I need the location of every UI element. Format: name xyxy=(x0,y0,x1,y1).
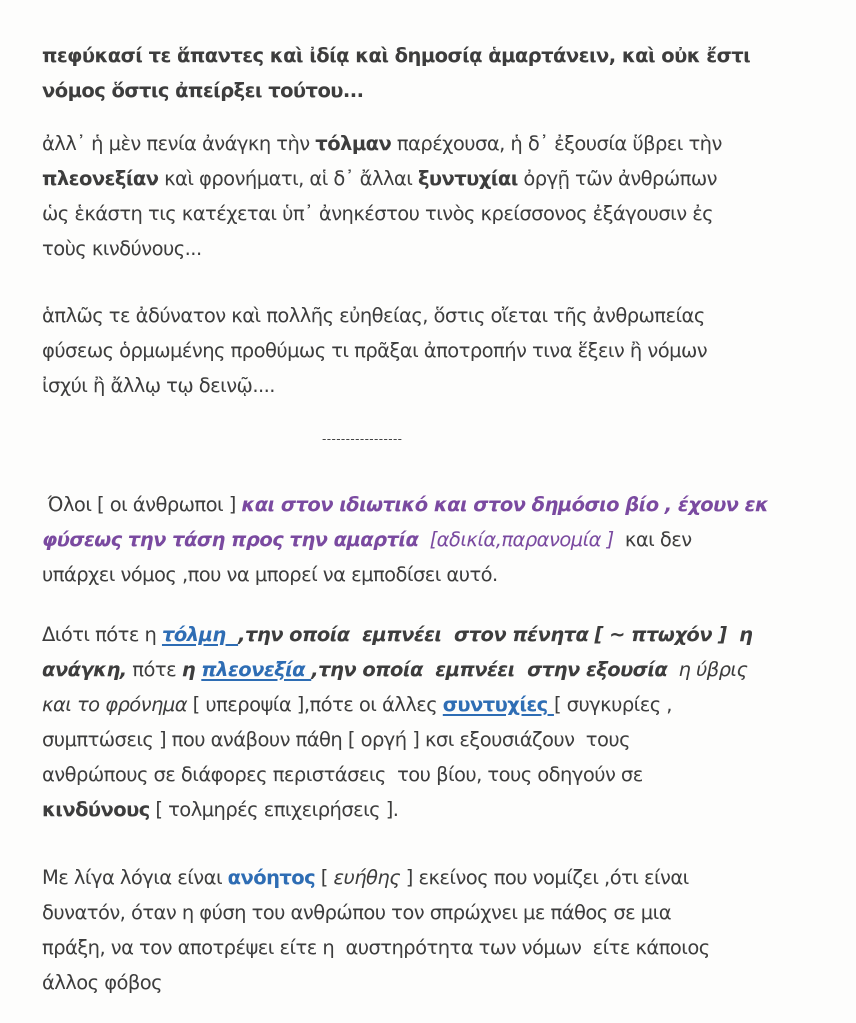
text-line xyxy=(42,196,842,231)
underlined-keyword: τόλμη xyxy=(161,623,239,646)
translation-paragraph-2 xyxy=(42,617,842,827)
text-line xyxy=(42,895,842,930)
underlined-keyword: φύσεως την τάση προς την αμαρτία xyxy=(42,528,419,551)
text-segment: συμπτώσεις ] που ανάβουν πάθη [ οργή ] κσι εξουσιάζουν τους xyxy=(42,728,631,751)
text-segment: ,την οποία εμπνέει στον πένητα [ ~ πτωχόν ] η xyxy=(238,623,753,646)
text-line xyxy=(42,860,842,895)
text-segment: καὶ φρονήματι, αἱ δ᾽ ἄλλαι xyxy=(158,167,418,190)
text-segment: άλλος φόβος xyxy=(42,971,163,994)
ancient-paragraph-2 xyxy=(42,126,842,266)
text-segment: ,την οποία εμπνέει στην εξουσία xyxy=(311,658,668,681)
text-line xyxy=(42,687,842,722)
text-segment: [ υπεροψία ],πότε οι άλλες xyxy=(187,693,443,716)
underlined-keyword: συντυχίες xyxy=(442,693,554,716)
text-segment: ἀλλ᾽ ἡ μὲν πενία ἀνάγκη τὴν xyxy=(42,132,316,155)
text-line xyxy=(42,73,842,108)
text-segment: [ xyxy=(315,866,334,889)
text-segment: φύσεως ὁρμωμένης προθύμως τι πρᾶξαι ἀποτροπήν τινα ἕξειν ἢ νόμων xyxy=(42,339,708,362)
text-segment: Διότι πότε η xyxy=(42,623,162,646)
text-line xyxy=(42,487,842,522)
text-line xyxy=(42,722,842,757)
text-segment: Με λίγα λόγια είναι xyxy=(42,866,228,889)
text-line xyxy=(42,617,842,652)
text-line xyxy=(42,298,842,333)
translation-paragraph-1 xyxy=(42,487,842,592)
text-segment: [ συγκυρίες , xyxy=(553,693,672,716)
text-segment: [ τολμηρές επιχειρήσεις ]. xyxy=(149,798,399,821)
text-segment: ἰσχύι ἢ ἄλλῳ τῳ δεινῷ.... xyxy=(42,374,275,397)
text-segment: πράξη, να τον αποτρέψει είτε η αυστηρότητα των νόμων είτε κάποιος xyxy=(42,936,710,959)
text-segment: τοὺς κινδύνους... xyxy=(42,237,202,260)
underlined-keyword: πλεονεξία xyxy=(201,658,312,681)
emphasized-text: ξυντυχίαι xyxy=(417,167,518,190)
text-segment: παρέχουσα, ἡ δ᾽ ἐξουσία ὕβρει τὴν xyxy=(391,132,722,155)
translation-paragraph-3 xyxy=(42,860,842,1000)
text-line xyxy=(42,231,842,266)
underlined-keyword: και στον ιδιωτικό και στον δημόσιο βίο , έχουν εκ xyxy=(241,493,769,516)
text-line xyxy=(42,126,842,161)
text-line xyxy=(42,792,842,827)
text-line xyxy=(42,652,842,687)
text-segment: πότε xyxy=(126,658,182,681)
text-segment: ὡς ἑκάστη τις κατέχεται ὑπ᾽ ἀνηκέστου τινὸς κρείσσονος ἐξάγουσιν ἐς xyxy=(42,202,714,225)
emphasized-text: πεφύκασί τε ἅπαντες καὶ ἰδίᾳ καὶ δημοσίᾳ ἁμαρτάνειν, καὶ οὐκ ἔστι xyxy=(42,44,751,67)
text-segment: ανθρώπους σε διάφορες περιστάσεις του βίου, τους οδηγούν σε xyxy=(42,763,643,786)
section-separator: ----------------- xyxy=(322,432,403,446)
text-segment: και δεν xyxy=(613,528,692,551)
text-segment: ] εκείνος που νομίζει ,ότι είναι xyxy=(400,866,689,889)
emphasized-text: πλεονεξίαν xyxy=(42,167,159,190)
text-line xyxy=(42,522,842,557)
text-line xyxy=(42,930,842,965)
text-segment: η xyxy=(181,658,202,681)
text-segment: και το φρόνημα xyxy=(42,693,187,716)
text-line xyxy=(42,965,842,1000)
underlined-keyword: ανόητος xyxy=(227,866,316,889)
text-segment: ευήθης xyxy=(333,866,401,889)
emphasized-text: τόλμαν xyxy=(315,132,392,155)
text-line xyxy=(42,757,842,792)
text-segment: ανάγκη, xyxy=(42,658,127,681)
text-segment: δυνατόν, όταν η φύση του ανθρώπου τον σπρώχνει με πάθος σε μια xyxy=(42,901,672,924)
text-line xyxy=(42,333,842,368)
text-line xyxy=(42,368,842,403)
text-segment: η ύβρις xyxy=(667,658,748,681)
text-line xyxy=(42,557,842,592)
underlined-keyword: [αδικία,παρανομία ] xyxy=(418,528,614,551)
text-segment: Όλοι [ οι άνθρωποι ] xyxy=(42,493,242,516)
text-line xyxy=(42,161,842,196)
ancient-paragraph-3 xyxy=(42,298,842,403)
ancient-paragraph-1 xyxy=(42,38,842,108)
emphasized-text: κινδύνους xyxy=(42,798,150,821)
text-segment: ὀργῇ τῶν ἀνθρώπων xyxy=(517,167,717,190)
emphasized-text: νόμος ὅστις ἀπείρξει τούτου... xyxy=(42,79,364,102)
text-segment: υπάρχει νόμος ,που να μπορεί να εμποδίσει αυτό. xyxy=(42,563,498,586)
text-line xyxy=(42,38,842,73)
text-segment: ἁπλῶς τε ἀδύνατον καὶ πολλῆς εὐηθείας, ὅστις οἴεται τῆς ἀνθρωπείας xyxy=(42,304,705,327)
